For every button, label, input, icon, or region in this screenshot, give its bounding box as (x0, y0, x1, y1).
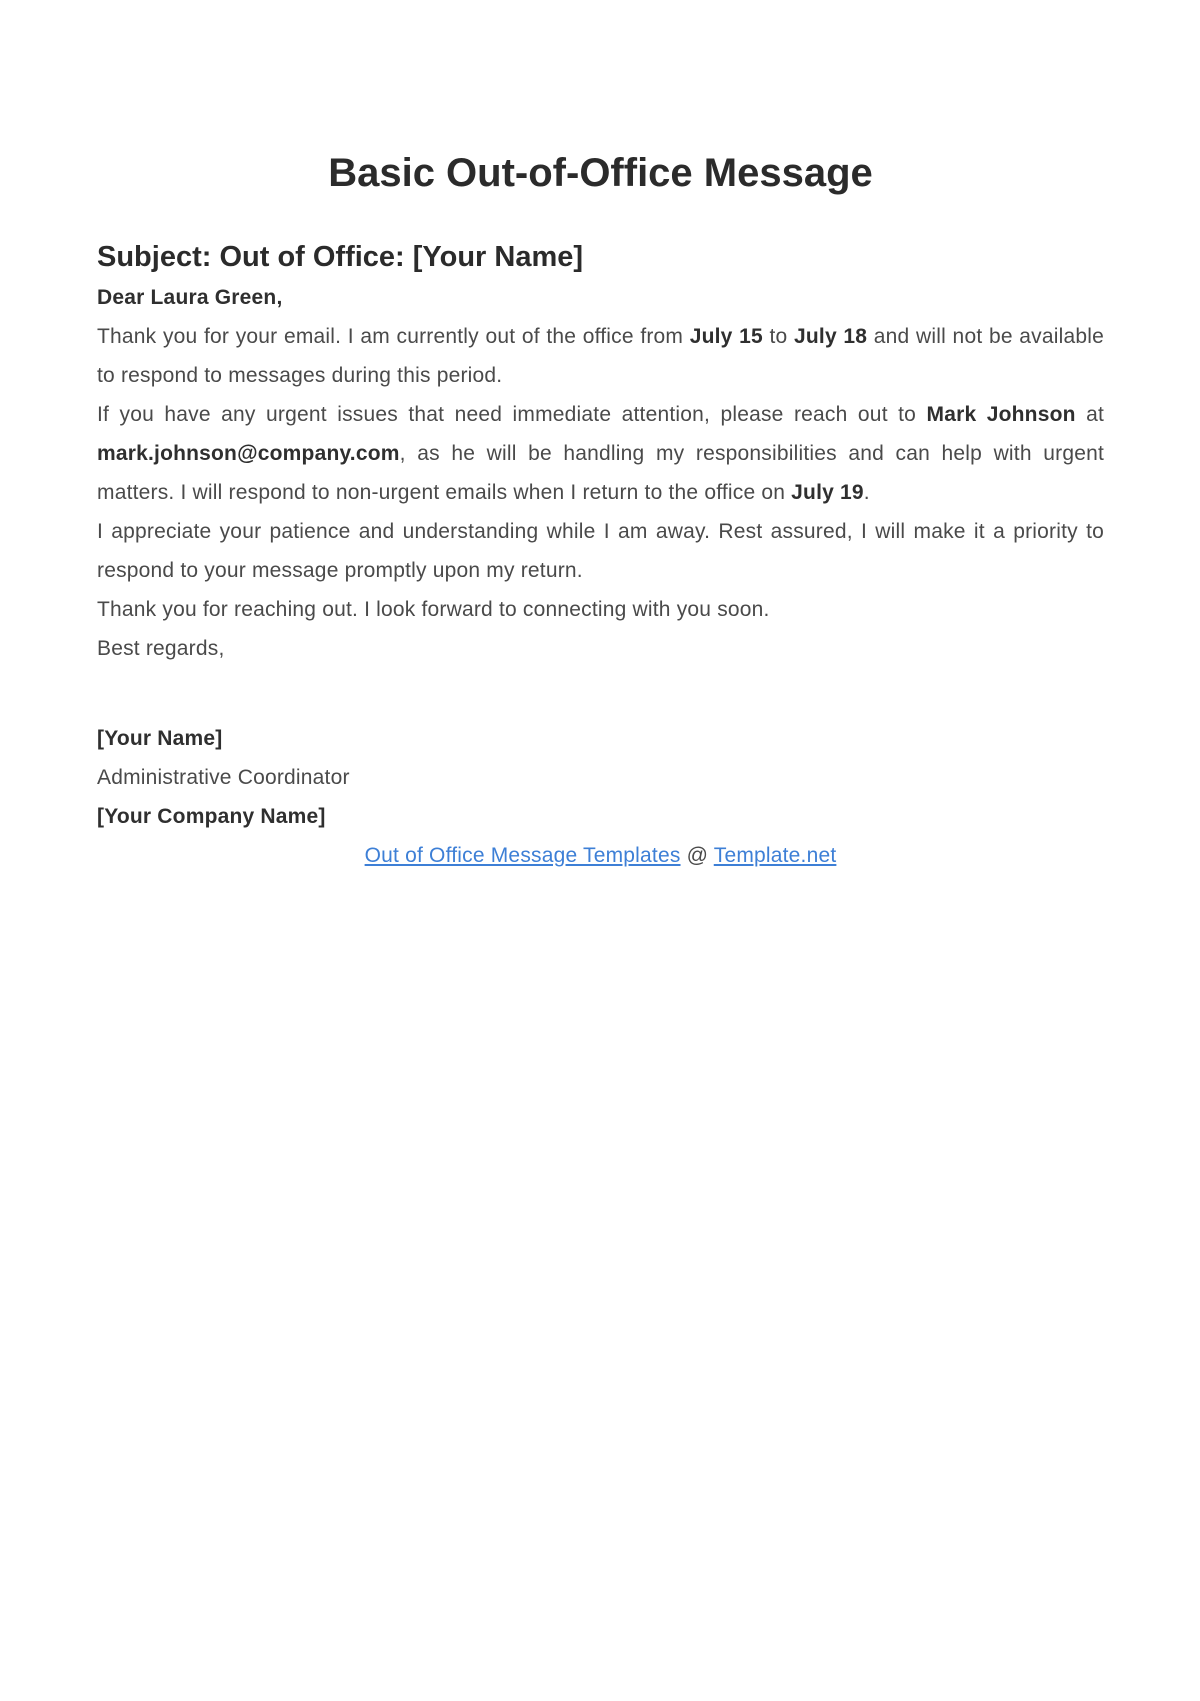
start-date: July 15 (689, 325, 763, 348)
templates-link[interactable]: Out of Office Message Templates (364, 844, 681, 867)
contact-name: Mark Johnson (926, 403, 1076, 426)
end-date: July 18 (794, 325, 868, 348)
footer (97, 836, 1104, 875)
paragraph-thanks: Thank you for reaching out. I look forward to connecting with you soon. (97, 598, 770, 621)
paragraph-contact (97, 395, 1104, 512)
text-segment: If you have any urgent issues that need immediate attention, please reach out to (97, 403, 927, 426)
spacer (97, 668, 1104, 719)
footer-separator: @ (680, 844, 714, 867)
text-segment: . (863, 481, 870, 504)
signature-position: Administrative Coordinator (97, 766, 350, 789)
return-date: July 19 (791, 481, 864, 504)
page-title: Basic Out-of-Office Message (328, 151, 873, 195)
text-segment: Thank you for your email. I am currently out of the office from (97, 325, 690, 348)
template-net-link[interactable]: Template.net (713, 844, 837, 867)
text-segment: to (762, 325, 795, 348)
closing: Best regards, (97, 637, 225, 660)
greeting: Dear Laura Green, (97, 286, 283, 309)
text-segment: , as he will be handling my responsibilities and can help with urgent matters. I will respond to non-urgent emails when I return to the office on (97, 442, 1104, 504)
text-segment: and will not be available to respond to messages during this period. (97, 325, 1104, 387)
signature-company: [Your Company Name] (97, 805, 326, 828)
email-subject: Subject: Out of Office: [Your Name] (97, 241, 584, 273)
contact-email: mark.johnson@company.com (97, 442, 400, 465)
email-body (97, 278, 1104, 875)
signature-name: [Your Name] (97, 727, 223, 750)
paragraph-appreciation: I appreciate your patience and understanding while I am away. Rest assured, I will make it a priority to respond to your message promptly upon my return. (97, 520, 1104, 582)
text-segment: at (1075, 403, 1104, 426)
paragraph-availability (97, 317, 1104, 395)
